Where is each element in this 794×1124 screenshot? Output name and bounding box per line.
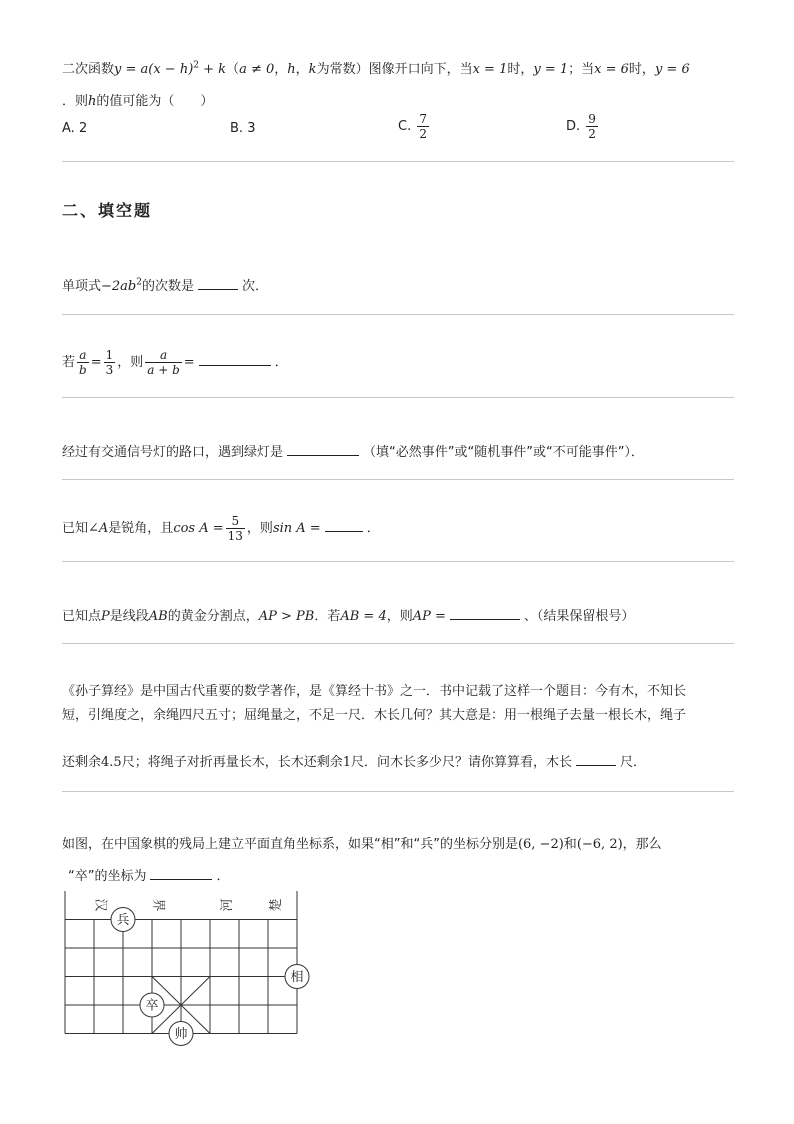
option-b[interactable]: B. 3: [230, 121, 256, 136]
divider: [62, 397, 734, 398]
piece-label: 卒: [145, 998, 159, 1014]
piece-xiang: [285, 965, 309, 989]
fraction: $\frac{9}{2}$: [588, 112, 596, 141]
piece-bing: [111, 908, 135, 932]
question-7-line-2: 短，引绳度之，余绳四尺五寸；屈绳量之，不足一尺．木长几何？其大意是：用一根绳子去量一根长木，绳子: [62, 708, 687, 723]
question-7-line-3: 还剩余4.5尺；将绳子对折再量长木，长木还剩余1尺．问木长多少尺？请你算算看，木长 尺．: [62, 755, 647, 770]
divider: [62, 479, 734, 480]
chess-board-figure: [55, 886, 325, 1056]
piece-label: 帅: [174, 1027, 188, 1042]
answer-blank[interactable]: [150, 867, 212, 880]
answer-blank[interactable]: [199, 353, 271, 366]
answer-blank[interactable]: [576, 753, 616, 766]
piece-zu: [140, 993, 164, 1017]
question-1-line-2: ．则h的值可能为（ ）: [62, 94, 214, 109]
piece-label: 相: [290, 970, 304, 985]
question-2: 单项式$-2ab^2$的次数是 次．: [62, 277, 269, 294]
divider: [62, 561, 734, 562]
fraction: $\frac{5}{13}$: [227, 514, 243, 543]
piece-label: 兵: [116, 913, 130, 928]
fraction: $\frac{a}{a + b}$: [147, 348, 180, 377]
question-7-line-1: 《孙子算经》是中国古代重要的数学著作，是《算经十书》之一．书中记载了这样一个题目：今有木，不知长: [62, 684, 687, 699]
question-6: 已知点P是线段AB的黄金分割点，AP > PB．若AB = 4，则AP = 、（结果保留根号）: [62, 609, 635, 624]
question-4: 经过有交通信号灯的路口，遇到绿灯是 （填“必然事件”或“随机事件”或“不可能事件”）．: [62, 445, 644, 460]
option-d[interactable]: D. $\frac{9}{2}$: [566, 112, 596, 141]
fraction: $\frac{1}{3}$: [105, 348, 114, 377]
question-3: 若 $\frac{a}{b}$ = $\frac{1}{3}$ ，则 $\frac{a}{a + b}$ = ．: [62, 348, 288, 377]
question-8-line-2: “卒”的坐标为 ．: [68, 869, 230, 884]
fraction: $\frac{a}{b}$: [79, 348, 87, 377]
divider: [62, 161, 734, 162]
divider: [62, 314, 734, 315]
answer-blank[interactable]: [325, 519, 363, 532]
option-a[interactable]: A. 2: [62, 121, 88, 136]
option-c[interactable]: C. $\frac{7}{2}$: [398, 112, 427, 141]
fraction: $\frac{7}{2}$: [419, 112, 427, 141]
divider: [62, 643, 734, 644]
question-8-line-1: 如图，在中国象棋的残局上建立平面直角坐标系，如果“相”和“兵”的坐标分别是(6, −2)和(−6, 2)，那么: [62, 837, 662, 852]
river-char: 河: [219, 898, 235, 912]
answer-blank[interactable]: [198, 277, 238, 290]
answer-blank[interactable]: [287, 443, 359, 456]
divider: [62, 791, 734, 792]
section-title: 二、填空题: [62, 201, 153, 220]
piece-shuai: [169, 1022, 193, 1046]
river-char: 汉: [92, 898, 108, 912]
question-1-line-1: 二次函数$y = a(x - h)^2 + k(a \ne 0$，h，k为常数）图像开口向下，当x = 1时，y = 1；当x = 6时，y = 6: [62, 60, 690, 77]
river-char: 界: [150, 898, 166, 912]
river-char: 楚: [269, 898, 285, 912]
question-5: 已知∠A是锐角，且cos A = $\frac{5}{13}$ ，则sin A = ．: [62, 514, 380, 543]
answer-blank[interactable]: [450, 607, 520, 620]
board-grid: [65, 891, 297, 1034]
